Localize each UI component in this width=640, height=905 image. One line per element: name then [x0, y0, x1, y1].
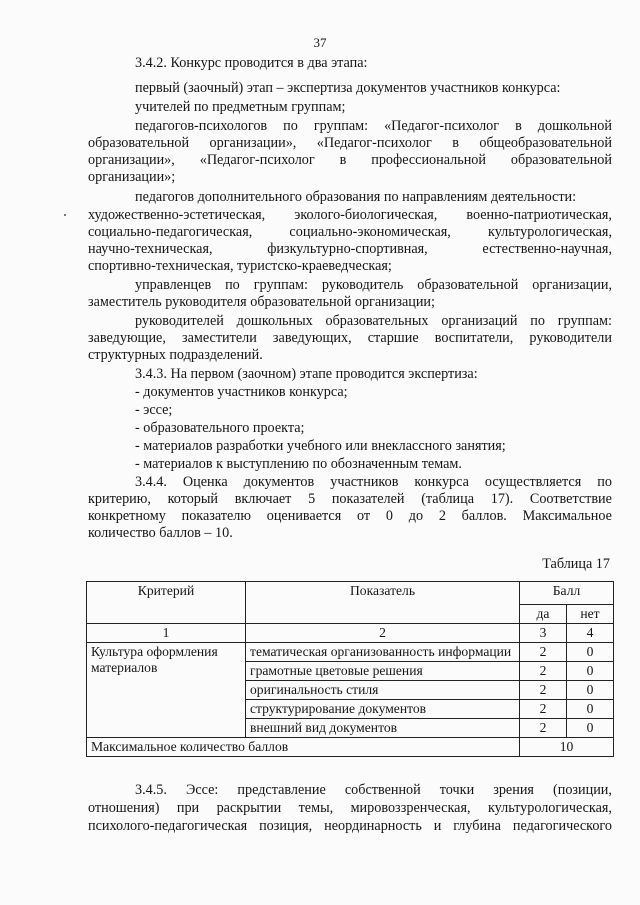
page-number: 37: [313, 35, 327, 50]
word: воспитатели,: [434, 330, 514, 346]
word: физкультурно-спортивная,: [267, 241, 428, 257]
word: образовательной: [417, 277, 519, 293]
word: заведующих,: [272, 330, 352, 346]
text-line: 3.4.3. На первом (заочном) этапе проводится экспертиза:: [135, 366, 478, 382]
yes-cell: 2: [520, 719, 567, 738]
word: показателей: [331, 491, 405, 507]
text-line: [88, 224, 612, 241]
total-label: Максимальное количество баллов: [87, 738, 520, 757]
word: в: [515, 118, 522, 134]
col-number: 1: [87, 624, 246, 643]
word: Соответствие: [529, 491, 612, 507]
text-line: - образовательного проекта;: [135, 420, 305, 436]
word: образовательной: [510, 152, 612, 168]
word: раскрытии: [216, 800, 282, 816]
word: баллов.: [461, 508, 507, 524]
word: глубина: [453, 818, 501, 834]
word: педагогического: [512, 818, 612, 834]
word: научно-техническая,: [88, 241, 213, 257]
text-line: - материалов к выступлению по обозначенным темам.: [135, 456, 462, 472]
word: 3.4.5.: [135, 782, 167, 798]
text-line: [88, 135, 612, 152]
word: документов: [243, 474, 315, 490]
word: культурологическая,: [488, 224, 612, 240]
no-cell: 0: [567, 700, 614, 719]
word: 0: [385, 508, 393, 524]
word: представление: [237, 782, 326, 798]
word: по: [283, 118, 298, 134]
word: отношения): [88, 800, 160, 816]
header-indicator: Показатель: [246, 582, 520, 624]
word: 5: [308, 491, 316, 507]
word: при: [176, 800, 200, 816]
text-line: структурных подразделений.: [88, 347, 263, 363]
word: дошкольной: [537, 118, 612, 134]
text-line: [135, 118, 612, 135]
word: психолого-педагогическая: [88, 818, 248, 834]
word: профессиональной: [371, 152, 486, 168]
word: Максимальное: [522, 508, 612, 524]
word: до: [408, 508, 424, 524]
indicator-cell: оригинальность стиля: [246, 681, 520, 700]
text-line: [88, 330, 612, 347]
word: образовательной: [88, 135, 190, 151]
word: включает: [234, 491, 292, 507]
scan-speck: [64, 214, 66, 216]
col-number: 2: [246, 624, 520, 643]
header-criterion: Критерий: [87, 582, 246, 624]
text-line: заместитель руководителя образовательной организации;: [88, 294, 435, 310]
word: Эссе:: [185, 782, 219, 798]
word: художественно-эстетическая,: [88, 207, 266, 223]
word: группам:: [253, 277, 308, 293]
word: заведующие,: [88, 330, 166, 346]
word: организации»,: [88, 152, 175, 168]
text-line: количество баллов – 10.: [88, 525, 233, 541]
word: темы,: [298, 800, 334, 816]
text-line: [88, 508, 612, 525]
header-score: Балл: [520, 582, 614, 605]
word: критерию,: [88, 491, 151, 507]
text-line: [88, 818, 612, 835]
word: руководитель: [321, 277, 404, 293]
text-line: [135, 782, 612, 799]
word: 3.4.4.: [135, 474, 167, 490]
word: руководителей: [135, 313, 224, 329]
no-cell: 0: [567, 662, 614, 681]
word: социально-педагогическая,: [88, 224, 253, 240]
word: 17).: [490, 491, 514, 507]
criterion-cell: Культура оформления материалов: [87, 643, 246, 738]
text-line: спортивно-техническая, туристско-краеведческая;: [88, 258, 392, 274]
word: образовательных: [325, 313, 429, 329]
word: по: [597, 474, 612, 490]
word: общеобразовательной: [479, 135, 612, 151]
word: эколого-биологическая,: [294, 207, 438, 223]
header-yes: да: [520, 605, 567, 624]
indicator-cell: тематическая организованность информации: [246, 643, 520, 662]
word: позиция,: [259, 818, 313, 834]
text-line: - материалов разработки учебного или внеклассного занятия;: [135, 438, 506, 454]
word: собственной: [344, 782, 421, 798]
total-value: 10: [520, 738, 614, 757]
word: руководители: [529, 330, 612, 346]
word: культурологическая,: [487, 800, 612, 816]
text-line: [88, 207, 612, 224]
yes-cell: 2: [520, 700, 567, 719]
word: группам:: [557, 313, 612, 329]
word: организации»,: [209, 135, 297, 151]
yes-cell: 2: [520, 662, 567, 681]
word: от: [357, 508, 371, 524]
word: мировоззренческая,: [350, 800, 471, 816]
indicator-cell: внешний вид документов: [246, 719, 520, 738]
word: который: [167, 491, 219, 507]
word: в: [452, 135, 459, 151]
word: показателю: [181, 508, 251, 524]
text-line: - эссе;: [135, 402, 173, 418]
word: старшие: [367, 330, 419, 346]
text-line: [135, 474, 612, 491]
text-line: [135, 277, 612, 294]
word: оценивается: [266, 508, 342, 524]
col-number: 3: [520, 624, 567, 643]
word: конкретному: [88, 508, 166, 524]
word: социально-экономическая,: [289, 224, 451, 240]
text-line: [135, 313, 612, 330]
no-cell: 0: [567, 643, 614, 662]
no-cell: 0: [567, 719, 614, 738]
word: группам:: [313, 118, 369, 134]
score-table: [86, 581, 614, 757]
word: по: [530, 313, 545, 329]
word: (позиции,: [553, 782, 612, 798]
word: осуществляется: [484, 474, 582, 490]
yes-cell: 2: [520, 681, 567, 700]
header-no: нет: [567, 605, 614, 624]
word: «Педагог-психолог: [316, 135, 432, 151]
text-line: [88, 241, 612, 258]
text-line: [88, 800, 612, 817]
text-line: педагогов дополнительного образования по направлениям деятельности:: [135, 189, 577, 205]
word: организаций: [441, 313, 518, 329]
word: «Педагог-психолог: [384, 118, 500, 134]
word: «Педагог-психолог: [199, 152, 315, 168]
word: конкурса: [414, 474, 469, 490]
word: естественно-научная,: [482, 241, 612, 257]
word: неординарность: [324, 818, 422, 834]
word: точки: [439, 782, 475, 798]
word: 2: [438, 508, 446, 524]
word: участников: [330, 474, 399, 490]
text-line: первый (заочный) этап – экспертиза документов участников конкурса:: [135, 80, 561, 96]
word: управленцев: [135, 277, 212, 293]
word: дошкольных: [236, 313, 313, 329]
text-line: [88, 491, 612, 508]
word: в: [339, 152, 347, 168]
text-line: - документов участников конкурса;: [135, 384, 348, 400]
word: и: [433, 818, 442, 834]
table-caption: Таблица 17: [542, 556, 610, 572]
word: по: [225, 277, 240, 293]
indicator-cell: грамотные цветовые решения: [246, 662, 520, 681]
word: (таблица: [421, 491, 475, 507]
word: военно-патриотическая,: [466, 207, 612, 223]
word: зрения: [493, 782, 534, 798]
no-cell: 0: [567, 681, 614, 700]
text-line: учителей по предметным группам;: [135, 99, 346, 115]
text-line: организации»;: [88, 169, 176, 185]
yes-cell: 2: [520, 643, 567, 662]
word: заместители: [182, 330, 257, 346]
word: педагогов-психологов: [135, 118, 268, 134]
indicator-cell: структурирование документов: [246, 700, 520, 719]
text-line: [88, 152, 612, 169]
word: организации,: [532, 277, 612, 293]
text-line: 3.4.2. Конкурс проводится в два этапа:: [135, 55, 368, 71]
col-number: 4: [567, 624, 614, 643]
word: Оценка: [182, 474, 228, 490]
